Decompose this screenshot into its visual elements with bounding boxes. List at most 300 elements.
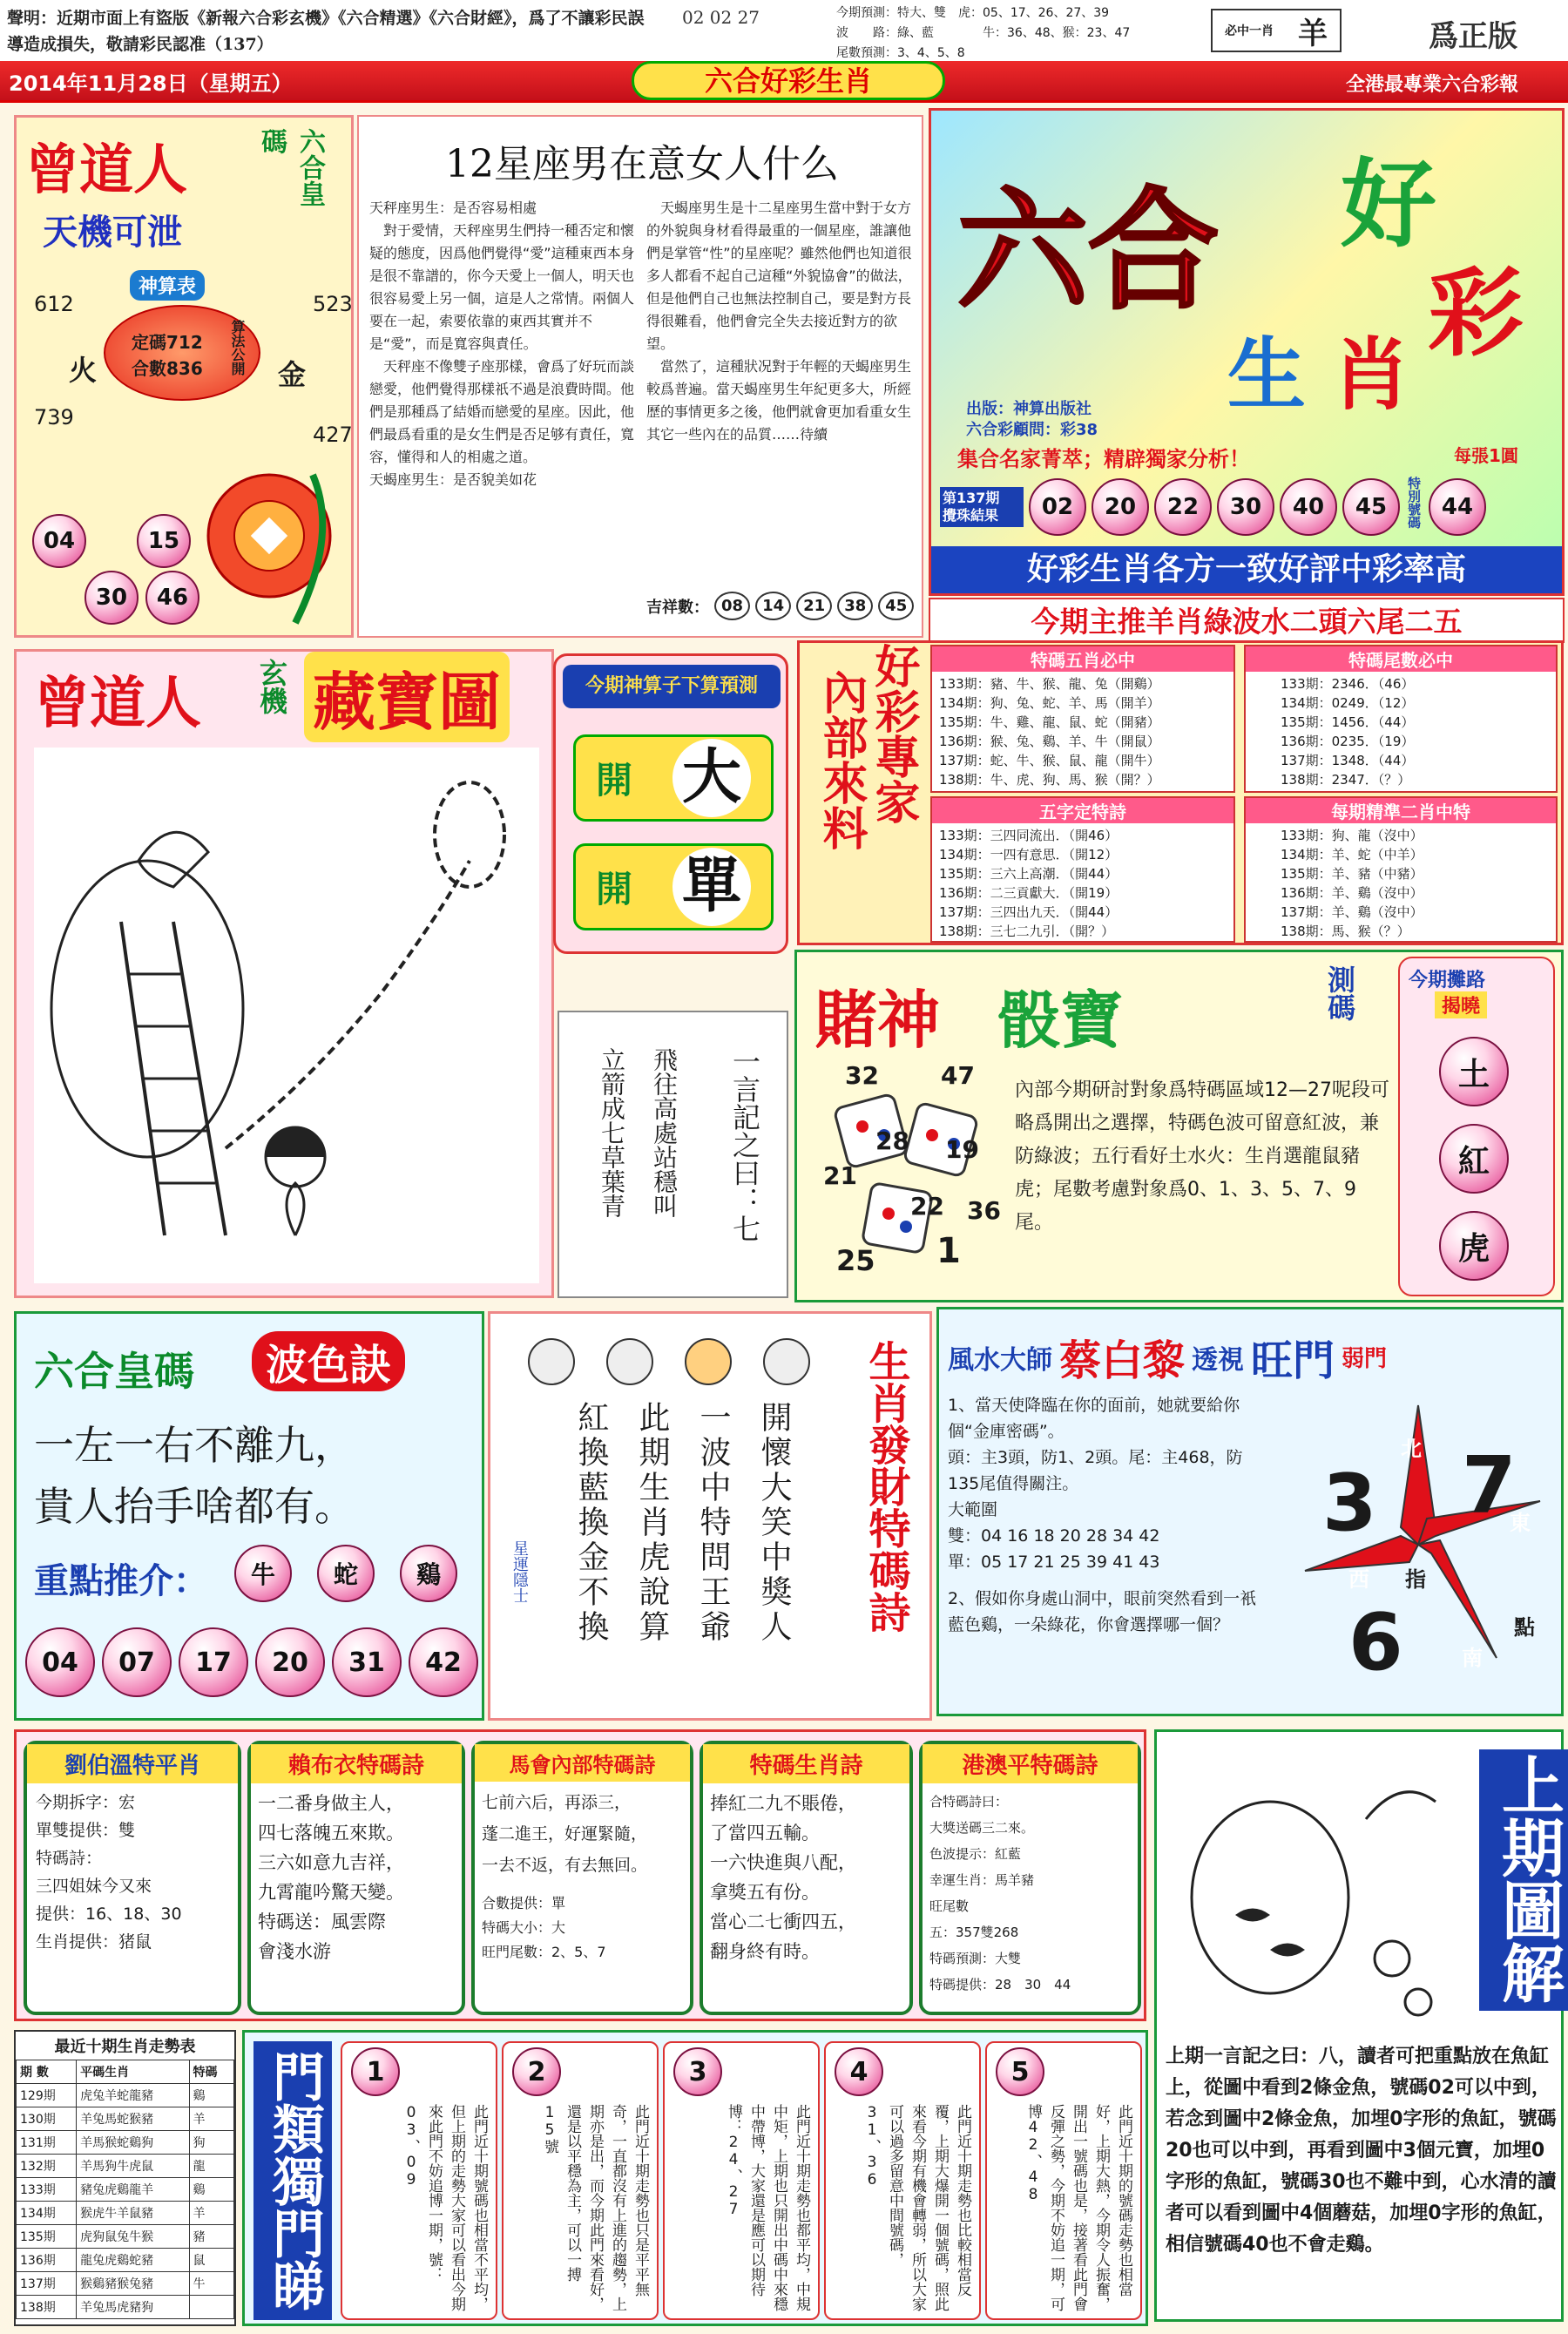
fengshui-num-c: 6	[1348, 1597, 1403, 1688]
cell: 豬兔虎鷄龍羊	[77, 2178, 189, 2202]
row: 135期：1456．（44）	[1281, 714, 1415, 730]
two-zodiac-box	[1244, 796, 1558, 943]
road-title: 今期攤路	[1409, 970, 1486, 991]
table-row	[17, 2225, 234, 2249]
num-tl: 612	[34, 292, 74, 316]
dushen-text: 內部今期研討對象爲特碼區域12—27呢段可略爲開出之選擇，特碼色波可留意紅波，兼防綠波；五行看好土水火：生肖選龍鼠豬虎；尾數考慮對象爲0、1、3、5、7、9尾。	[1015, 1079, 1389, 1234]
col-line: 五：357雙268	[929, 1925, 1019, 1940]
header-cell: 特碼	[189, 2060, 233, 2084]
banner-title: 六合好彩生肖	[632, 61, 945, 100]
row: 133期：2346．（46）	[1281, 676, 1415, 692]
publisher: 出版：神算出版社	[966, 400, 1092, 418]
table-row	[17, 2060, 234, 2084]
bose-title: 六合皇碼	[34, 1348, 194, 1395]
col-title: 特碼生肖詩	[703, 1744, 909, 1783]
five-zodiac-box	[930, 645, 1235, 793]
forecast-line: 波 路：綠、藍 牛：36、48、猴：23、47	[836, 26, 1131, 40]
lucky-num: 45	[878, 592, 914, 620]
cell: 鷄	[189, 2178, 233, 2202]
zodiac-ball: 牛	[234, 1545, 292, 1602]
praise-bar: 好彩生肖各方一致好評中彩率高	[931, 546, 1562, 593]
lucky-num: 21	[796, 592, 832, 620]
code-oval	[104, 305, 260, 401]
poem-author: 星運隱士	[510, 1540, 529, 1603]
q1: 1、當天使降臨在你的面前，她就要給你個“金庫密碼”。	[948, 1396, 1240, 1441]
bose-panel	[14, 1311, 484, 1721]
zodiac-ball: 鷄	[400, 1545, 457, 1602]
genuine-label: 爲正版	[1429, 19, 1517, 54]
row: 136期：0235．（19）	[1281, 734, 1415, 749]
tagline: 集合名家菁萃；精辟獨家分析！	[957, 447, 1250, 471]
col-4	[700, 1741, 913, 2015]
double-nums: 雙：04 16 18 20 28 34 42	[948, 1526, 1160, 1546]
poem-side: 生肖發財特碼詩	[862, 1340, 910, 1633]
fengshui-panel	[936, 1307, 1564, 1716]
oneword-right: 一言記之曰：七	[728, 1047, 761, 1242]
dice-num: 25	[836, 1244, 875, 1277]
element-right: 金	[278, 358, 307, 391]
article-panel	[357, 115, 923, 638]
road-ball: 紅	[1439, 1124, 1509, 1194]
section-title: 五字定特詩	[932, 798, 1233, 823]
oneword-panel	[558, 1011, 788, 1298]
col-line: 捧紅二九不賬倦，	[710, 1793, 856, 1814]
poem-col: 開懷大笑中獎人	[756, 1401, 792, 1645]
date: 2014年11月28日（星期五）	[9, 71, 293, 96]
forecast-line: 今期預測：特大、雙 虎：05、17、26、27、39	[836, 6, 1110, 20]
gate-number: 5	[996, 2047, 1044, 2096]
gate-item	[663, 2041, 820, 2320]
draw-ball: 30	[1217, 478, 1274, 536]
dice-num: 36	[967, 1196, 1001, 1225]
row: 138期：三七二九引．（開？）	[939, 923, 1115, 939]
dice-num: 22	[910, 1192, 944, 1221]
draw-label-2: 攪珠結果	[943, 507, 999, 524]
table-row	[17, 2296, 234, 2319]
bose-title2: 波色訣	[252, 1331, 405, 1391]
zodiac-faces-icon	[517, 1331, 821, 1392]
draw-ball: 02	[1029, 478, 1086, 536]
article-col2: 天蝎座男生是十二星座男生當中對于女方的外貌與身材看得最重的一個星座，誰讓他們是掌管“性”的星座呢？雖然他們也知道很多人都看不起自己這種“外貌協會”的做法，但是他們自己也無法控制自己，要是對方長得很難看，他們會完全失去接近對方的欲望。 當然了，這種狀况對于年輕的天蝎座男生較爲普遍。當天蝎座男生年紀更多大，所經歷的事情更多之後，他們就會更加看重女生其它一些內在的品質……待續	[646, 200, 912, 443]
open-label: 開	[595, 868, 632, 910]
row: 136期：猴、兔、鷄、羊、牛（開鼠）	[939, 734, 1160, 749]
col-line: 七前六后，再添三，	[482, 1793, 632, 1812]
col-1	[24, 1741, 241, 2015]
col-line: 大獎送碼三二來。	[929, 1820, 1035, 1836]
article-col1: 天秤座男生：是否容易相處 對于愛情，天秤座男生們持一種否定和懷疑的態度，因爲他們覺得“愛”這種東西本身是很不靠譜的，你今天愛上一個人，明天也很容易愛上另一個，這是人之常情。兩個人要在一起，索要依靠的東西其實并不是“愛”，而是寬容與責任。 天秤座不像雙子座那樣，會爲了好玩而談戀愛，他們覺得那樣祇不過是浪費時間。他們是那種爲了結婚而戀愛的星座。因此，他們最爲看重的是女生們是否足够有責任，寬容，懂得和人的相處之道。 天蝎座男生：是否貌美如花	[369, 200, 635, 488]
insider-side2: 好彩專家	[867, 643, 919, 824]
special-label: 特別號碼	[1406, 477, 1422, 529]
dushen-title3: 測碼	[1323, 965, 1356, 1021]
element-left: 火	[69, 354, 98, 387]
row: 138期：2347．（？）	[1281, 772, 1411, 788]
row: 134期：0249．（12）	[1281, 695, 1415, 711]
cell: 虎兔羊蛇龍豬	[77, 2084, 189, 2107]
col-line: 一二番身做主人，	[258, 1793, 404, 1814]
fengshui-title4: 旺門	[1251, 1336, 1335, 1385]
bose-line1: 一左一右不離九，	[34, 1422, 355, 1469]
caodao-panel	[14, 115, 354, 638]
col-line: 提供：16、18、30	[36, 1904, 182, 1924]
lucky-ball: 46	[145, 571, 199, 625]
price: 每張1圓	[1454, 445, 1518, 466]
col-line: 色波提示：紅藍	[929, 1846, 1022, 1862]
col-line: 特碼詩：	[36, 1849, 103, 1868]
dir-s: 南	[1462, 1646, 1483, 1670]
dice-num: 28	[875, 1126, 909, 1155]
dice-num: 32	[845, 1061, 879, 1090]
col-line: 特碼大小：大	[482, 1919, 566, 1936]
lucky-num: 14	[755, 592, 791, 620]
gate-text: 此門近十期號碼也相當不平均，但上期的走勢大家可以看出今期來此門不妨追博一期，號：03、09	[402, 2104, 488, 2311]
road-tag: 揭曉	[1435, 991, 1487, 1018]
fengshui-title2: 蔡白黎	[1059, 1336, 1186, 1385]
treasure-title1: 曾道人	[34, 672, 201, 736]
dice-num: 19	[945, 1135, 979, 1164]
flower-icon	[191, 457, 348, 632]
gates-title: 門類獨門睇	[253, 2041, 332, 2320]
cell: 豬	[189, 2225, 233, 2249]
col-title: 賴布衣特碼詩	[251, 1744, 462, 1783]
col-3	[471, 1741, 693, 2015]
road-ball: 虎	[1439, 1211, 1509, 1281]
lucky-numbers	[646, 592, 914, 620]
cover-panel	[929, 108, 1565, 596]
bottom-columns	[14, 1729, 1146, 2021]
row: 133期：三四同流出．（開46）	[939, 828, 1119, 843]
dushen-title2: 骰寶	[997, 984, 1124, 1057]
pointer-label: 指	[1405, 1567, 1426, 1592]
col-title: 馬會內部特碼詩	[475, 1744, 690, 1782]
trend-table	[16, 2060, 234, 2319]
cell: 龍兔虎鷄蛇豬	[77, 2249, 189, 2272]
gate-text: 此門近十期走勢也只是平平無奇，一直都沒有上進的趨勢，上期亦是出，而今期此門來看好，還是以平穩為主，可以一搏15號	[541, 2104, 649, 2311]
road-box	[1398, 957, 1555, 1296]
row: 138期：牛、虎、狗、馬、猴（開？）	[939, 772, 1160, 788]
num-bl: 739	[34, 405, 74, 430]
col-line: 翻身終有時。	[710, 1941, 820, 1962]
table-row	[17, 2107, 234, 2131]
col-line: 合數提供：單	[482, 1895, 566, 1911]
predict-row	[573, 843, 774, 930]
rec-label: 重點推介：	[34, 1561, 208, 1601]
gate-number: 3	[673, 2047, 722, 2096]
dushen-title1: 賭神	[814, 984, 941, 1057]
table-title: 神算表	[130, 270, 205, 301]
oneword-mid: 飛往高處站穩叫	[650, 1047, 679, 1218]
insider-side: 內部來料	[814, 669, 867, 850]
row: 136期：羊、鷄（沒中）	[1281, 885, 1423, 901]
bose-ball: 31	[332, 1627, 402, 1697]
last-text: 上期一言記之曰：八，讀者可把重點放在魚缸上，從圖中看到2條金魚，號碼02可以中到，若念到圖中2條金魚，加埋0字形的魚缸，號碼20也可以中到，再看到圖中3個元寶，加埋0字形的魚缸，號碼30也不難中到，心水清的讀者可以看到圖中4個蘑菇，加埋0字形的魚缸，相信號碼40也不會走鷄。	[1166, 2046, 1557, 2256]
gate-number: 4	[835, 2047, 883, 2096]
poem-col: 一波中特問王爺	[695, 1401, 731, 1645]
cell: 136期	[17, 2249, 77, 2272]
cover-big5: 肖	[1332, 329, 1410, 421]
gates-panel	[242, 2030, 1148, 2326]
predict-row	[573, 734, 774, 822]
cell	[189, 2296, 233, 2319]
issue-number: 02 02 27	[681, 7, 760, 28]
cell: 131期	[17, 2131, 77, 2155]
row: 134期：狗、兔、蛇、羊、馬（開羊）	[939, 695, 1160, 711]
fengshui-title3: 透視	[1192, 1344, 1245, 1376]
fengshui-title5: 弱門	[1342, 1346, 1388, 1372]
date-bar	[0, 61, 1568, 100]
cell: 猴虎牛羊鼠豬	[77, 2202, 189, 2225]
bose-ball: 07	[102, 1627, 172, 1697]
col-line: 了當四五輸。	[710, 1823, 820, 1844]
gate-item	[341, 2041, 497, 2320]
disclaimer: 聲明：近期市面上有盜版《新報六合彩玄機》《六合精選》《六合財經》，爲了不讓彩民誤導造成損失，敬請彩民認准（137）	[7, 9, 645, 54]
row: 137期：羊、鷄（沒中）	[1281, 904, 1423, 920]
must-win-label: 必中一肖	[1225, 24, 1274, 38]
cover-big2: 好	[1341, 149, 1436, 260]
col-line: 旺尾數	[929, 1898, 970, 1914]
row: 133期：狗、龍（沒中）	[1281, 828, 1423, 843]
cell: 133期	[17, 2178, 77, 2202]
table-row	[17, 2249, 234, 2272]
oneword-left: 立箭成七草葉青	[598, 1047, 626, 1218]
zodiac-ball: 蛇	[317, 1545, 375, 1602]
predict-odd: 單	[672, 848, 751, 926]
col-2	[247, 1741, 465, 2015]
cell: 130期	[17, 2107, 77, 2131]
trend-title: 最近十期生肖走勢表	[54, 2038, 196, 2056]
cell: 羊	[189, 2107, 233, 2131]
five-word-box	[930, 796, 1235, 943]
table-row	[17, 2272, 234, 2296]
dice-num: 47	[941, 1061, 975, 1090]
draw-label-1: 第137期	[943, 490, 1000, 506]
num-br: 427	[313, 423, 353, 447]
cell: 羊馬猴蛇鷄狗	[77, 2131, 189, 2155]
cell: 129期	[17, 2084, 77, 2107]
col-line: 會淺水游	[258, 1941, 331, 1962]
draw-ball: 22	[1154, 478, 1212, 536]
cell: 羊兔馬虎豬狗	[77, 2296, 189, 2319]
row: 134期：羊、蛇（中羊）	[1281, 847, 1423, 863]
section-title: 特碼尾數必中	[1246, 646, 1556, 672]
cell: 135期	[17, 2225, 77, 2249]
trend-panel	[14, 2030, 236, 2326]
section-title: 特碼五肖必中	[932, 646, 1233, 672]
col-line: 三四姐妹今又來	[36, 1877, 152, 1896]
col-line: 三六如意九吉祥，	[258, 1852, 404, 1873]
row: 133期：豬、牛、猴、龍、兔（開鷄）	[939, 676, 1160, 692]
lucky-num: 08	[714, 592, 750, 620]
bose-ball: 04	[25, 1627, 95, 1697]
cell: 134期	[17, 2202, 77, 2225]
gate-text: 此門近十期走勢也比較相當反覆，上期大爆開一個號碼，照此來看今期有機會轉弱，所以大家可以過多留意中間號碼，31、36	[863, 2104, 971, 2311]
num-tr: 523	[313, 292, 353, 316]
draw-label	[940, 487, 1024, 527]
row: 134期：一四有意思．（開12）	[939, 847, 1119, 863]
insider-panel	[797, 640, 1564, 945]
fengshui-title1: 風水大師	[948, 1344, 1052, 1376]
lucky-label: 吉祥數：	[646, 598, 709, 617]
cell: 羊	[189, 2202, 233, 2225]
col-line: 四七落魄五來欺。	[258, 1823, 404, 1844]
row: 135期：羊、豬（中豬）	[1281, 866, 1423, 882]
last-title: 上期圖解	[1479, 1749, 1568, 2011]
treasure-title3: 藏寶圖	[304, 652, 510, 742]
cover-big3: 彩	[1428, 258, 1524, 369]
bose-ball: 42	[409, 1627, 478, 1697]
fengshui-text	[948, 1392, 1261, 1638]
col-line: 拿獎五有份。	[710, 1882, 820, 1903]
bose-line2: 貴人抬手啥都有。	[34, 1483, 355, 1530]
lucky-num: 38	[837, 592, 873, 620]
poem-panel	[488, 1311, 932, 1721]
cell: 鷄	[189, 2084, 233, 2107]
fengshui-num-a: 3	[1322, 1458, 1377, 1549]
cell: 狗	[189, 2131, 233, 2155]
header-cell: 期 數	[17, 2060, 77, 2084]
treasure-panel	[14, 649, 554, 1298]
q2: 2、假如你身處山洞中，眼前突然看到一衹藍色鷄，一朵綠花，你會選擇哪一個？	[948, 1589, 1257, 1634]
table-row	[17, 2178, 234, 2202]
draw-results	[940, 472, 1558, 542]
row: 136期：二三貢獻大．（開19）	[939, 885, 1119, 901]
last-issue-panel	[1154, 1729, 1564, 2322]
open-label: 開	[595, 759, 632, 802]
table-row	[17, 2084, 234, 2107]
cell: 龍	[189, 2155, 233, 2178]
shensuanzi-title: 今期神算子下算預測	[563, 665, 781, 708]
row: 137期：蛇、牛、猴、鼠、龍（開牛）	[939, 753, 1160, 768]
bird-ladder-icon	[34, 748, 539, 1283]
lucky-ball: 30	[84, 571, 139, 625]
caodao-title: 曾道人	[25, 138, 188, 201]
cell: 132期	[17, 2155, 77, 2178]
cell: 虎狗鼠兔牛猴	[77, 2225, 189, 2249]
cell: 137期	[17, 2272, 77, 2296]
col-line: 當心二七衝四五，	[710, 1911, 856, 1932]
col-line: 今期拆字：宏	[36, 1793, 136, 1812]
table-row	[17, 2202, 234, 2225]
dir-e: 東	[1510, 1511, 1531, 1535]
fishbowl-icon	[1166, 1741, 1462, 2028]
header-cell: 平碼生肖	[77, 2060, 189, 2084]
dushen-panel	[794, 950, 1564, 1302]
range-label: 大範圍	[948, 1500, 998, 1519]
balls-group	[32, 514, 206, 627]
col-line: 幸運生肖：馬羊豬	[929, 1872, 1035, 1888]
cell: 猴鷄豬猴兔豬	[77, 2272, 189, 2296]
caodao-sub2: 天機可泄	[43, 213, 182, 253]
cover-big4: 生	[1227, 329, 1306, 421]
row: 138期：馬、猴（？）	[1281, 923, 1410, 939]
caodao-sub: 六合皇碼	[256, 128, 325, 206]
main-pick: 今期主推羊肖綠波水二頭六尾二五	[929, 598, 1565, 643]
col-line: 特碼預測：大雙	[929, 1951, 1022, 1966]
col-title: 港澳平特碼詩	[923, 1744, 1138, 1783]
article-title: 12星座男在意女人什么	[445, 142, 839, 186]
gate-item	[502, 2041, 659, 2320]
forecast-box	[836, 3, 1204, 64]
shensuanzi-panel	[553, 653, 788, 954]
treasure-title2: 玄機	[255, 659, 288, 714]
bose-ball: 17	[179, 1627, 248, 1697]
col-line: 一去不返，有去無回。	[482, 1856, 648, 1875]
tail-box	[1244, 645, 1558, 793]
editor: 六合彩顧問：彩38	[966, 421, 1098, 439]
fengshui-num-b: 7	[1462, 1440, 1517, 1532]
col-line: 特碼提供：28 30 44	[929, 1977, 1071, 1992]
special-ball: 44	[1429, 478, 1486, 536]
code-label: 定碼712	[132, 332, 203, 353]
single-nums: 單：05 17 21 25 39 41 43	[948, 1553, 1160, 1572]
gate-item	[985, 2041, 1142, 2320]
draw-ball: 40	[1280, 478, 1337, 536]
dir-w: 西	[1348, 1567, 1369, 1592]
cell: 138期	[17, 2296, 77, 2319]
col-line: 一六快進與八配，	[710, 1852, 856, 1873]
row: 137期：三四出九天．（開44）	[939, 904, 1119, 920]
slogan: 全港最專業六合彩報	[1346, 74, 1519, 96]
cell: 羊馬狗牛虎鼠	[77, 2155, 189, 2178]
cover-big1: 六合	[957, 176, 1220, 328]
cell: 鼠	[189, 2249, 233, 2272]
gate-text: 此門近十期的號碼走勢也相當好，上期大熱，今期令人振奮，開出一號碼也是，接著看此門會反彈之勢，今期不妨追一期，可博42、48	[1024, 2104, 1132, 2311]
bose-ball: 20	[255, 1627, 325, 1697]
cell: 羊兔馬蛇猴豬	[77, 2107, 189, 2131]
dice-num: 1	[936, 1231, 961, 1271]
draw-ball: 20	[1092, 478, 1149, 536]
bose-balls	[25, 1627, 478, 1697]
poem-col: 紅換藍換金不換	[573, 1401, 609, 1645]
forecast-line: 尾數預測：3、4、5、8	[836, 46, 965, 60]
col-line: 旺門尾數：2、5、7	[482, 1944, 606, 1960]
col-line: 單雙提供：雙	[36, 1821, 136, 1840]
must-win-box	[1211, 9, 1342, 52]
road-ball: 土	[1439, 1037, 1509, 1106]
lucky-ball: 04	[32, 514, 86, 568]
col-title: 劉伯溫特平肖	[27, 1744, 238, 1783]
row: 137期：1348．（44）	[1281, 753, 1415, 768]
gate-number: 1	[351, 2047, 400, 2096]
col-line: 九霄龍吟驚天變。	[258, 1882, 404, 1903]
col-line: 合特碼詩曰：	[929, 1794, 1009, 1810]
treasure-drawing	[34, 748, 539, 1283]
gate-text: 此門近十期走勢也都平均，中規中矩，上期也只開出中碼中來穩中帶博，大家還是應可以期待博：24、27	[725, 2104, 810, 2311]
col-line: 蓬二進王，好運緊隨，	[482, 1824, 648, 1844]
cell: 牛	[189, 2272, 233, 2296]
table-row	[17, 2131, 234, 2155]
draw-ball: 45	[1342, 478, 1400, 536]
lucky-ball: 15	[137, 514, 191, 568]
section-title: 每期精準二肖中特	[1246, 798, 1556, 823]
must-win-zodiac: 羊	[1298, 16, 1328, 51]
col-line: 生肖提供：猪鼠	[36, 1932, 152, 1952]
dir-n: 北	[1401, 1437, 1422, 1461]
gate-item	[824, 2041, 981, 2320]
a1: 頭：主3頭，防1、2頭。尾：主468，防135尾值得關注。	[948, 1448, 1243, 1493]
row: 135期：三六上高潮．（開44）	[939, 866, 1119, 882]
col-line: 特碼送：風雲際	[258, 1911, 386, 1932]
row: 135期：牛、雞、龍、鼠、蛇（開豬）	[939, 714, 1160, 730]
poem-col: 此期生肖虎說算	[634, 1401, 670, 1645]
gate-number: 2	[512, 2047, 561, 2096]
point-label: 點	[1514, 1615, 1535, 1640]
predict-big: 大	[672, 739, 751, 817]
top-strip	[0, 0, 1568, 103]
col-5	[919, 1741, 1141, 2015]
table-row	[17, 2155, 234, 2178]
dice-num: 21	[823, 1161, 857, 1190]
sum-label: 合數836	[132, 358, 203, 379]
